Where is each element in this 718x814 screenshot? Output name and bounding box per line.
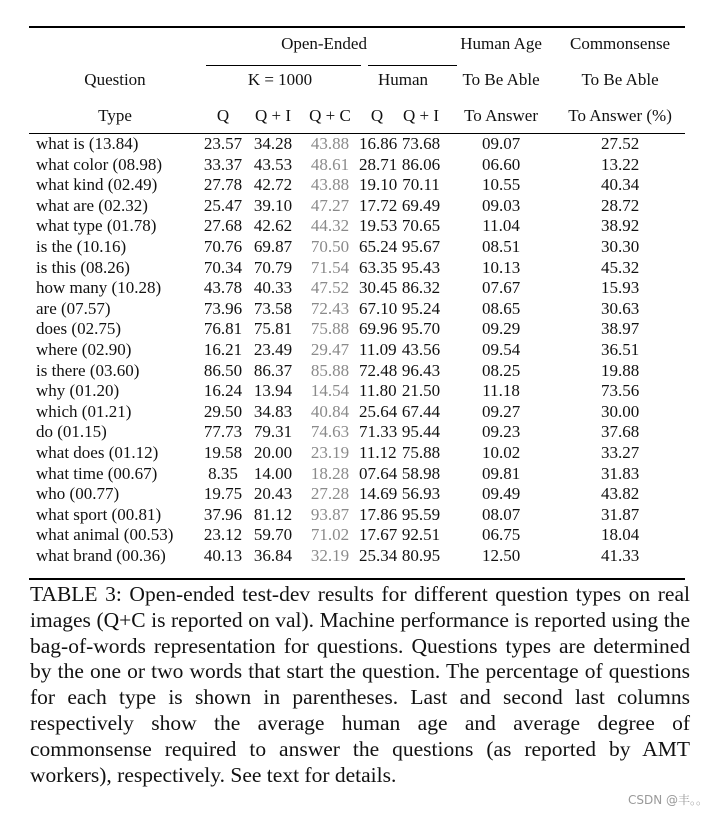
human-group-header: Human — [378, 70, 429, 89]
question-type-cell: is the (10.16) — [36, 236, 127, 256]
human-qi-cell: 70.65 — [401, 216, 441, 236]
human-age-cell: 10.02 — [481, 442, 521, 462]
human-qi-cell: 56.93 — [401, 484, 441, 504]
q-cell: 73.96 — [203, 298, 243, 318]
q-cell: 27.78 — [203, 175, 243, 195]
table-caption: TABLE 3: Open-ended test-dev results for different question types on real images (Q+C is reported on val). Machine performance is reported using the bag-of-words representation for questions. Questions types are determined by the one or two words that start the question. The percentage of questions for each type is shown in parentheses. Last and second last columns respectively show the average human age and average degree of commonsense required to answer the questions (as reported by AMT workers), respectively. See text for details. — [30, 582, 690, 787]
qc-cell: 29.47 — [310, 339, 350, 359]
commonsense-cell: 15.93 — [600, 278, 640, 298]
table-row — [29, 443, 685, 464]
qc-cell: 43.88 — [310, 134, 350, 153]
question-type-cell: why (01.20) — [36, 381, 120, 401]
commonsense-cell: 31.83 — [600, 463, 640, 483]
human-qi-cell: 95.44 — [401, 422, 441, 442]
human-age-cell: 08.07 — [481, 504, 521, 524]
q-cell: 76.81 — [203, 319, 243, 339]
q-cell: 19.58 — [203, 442, 243, 462]
human-qi-cell: 95.43 — [401, 257, 441, 277]
human-q-cell: 25.34 — [359, 545, 398, 565]
question-type-cell: what time (00.67) — [36, 463, 158, 483]
qc-cell: 70.50 — [310, 236, 350, 256]
human-age-cell: 09.29 — [481, 319, 521, 339]
table-row — [29, 381, 685, 402]
col-human-q-header: Q — [370, 106, 384, 125]
q-cell: 29.50 — [203, 401, 243, 421]
qc-cell: 32.19 — [310, 545, 350, 565]
table-row — [29, 299, 685, 320]
qi-cell: 81.12 — [253, 504, 293, 524]
col-q-header: Q — [216, 106, 230, 125]
commonsense-cell: 30.30 — [600, 236, 640, 256]
human-qi-cell: 96.43 — [401, 360, 441, 380]
question-type-cell: what brand (00.36) — [36, 545, 166, 565]
qi-cell: 34.83 — [253, 401, 293, 421]
human-q-cell: 19.10 — [359, 175, 398, 195]
table-row — [29, 134, 685, 155]
human-qi-cell: 86.06 — [401, 154, 441, 174]
qi-cell: 70.79 — [253, 257, 293, 277]
qi-cell: 75.81 — [253, 319, 293, 339]
human-q-cell: 11.80 — [359, 381, 397, 401]
qi-cell: 59.70 — [253, 525, 293, 545]
commonsense-cell: 43.82 — [600, 484, 640, 504]
human-q-cell: 16.86 — [359, 134, 398, 153]
qi-cell: 36.84 — [253, 545, 293, 565]
human-qi-cell: 58.98 — [401, 463, 441, 483]
table-row — [29, 546, 685, 567]
q-cell: 25.47 — [203, 195, 243, 215]
human-age-cell: 12.50 — [481, 545, 521, 565]
watermark-text: CSDN @丰。。 — [627, 793, 708, 807]
human-q-cell: 19.53 — [359, 216, 398, 236]
question-type-cell: who (00.77) — [36, 484, 120, 504]
q-cell: 37.96 — [203, 504, 243, 524]
human-q-cell: 17.72 — [359, 195, 398, 215]
question-type-cell: what is (13.84) — [36, 134, 139, 153]
commonsense-cell: 37.68 — [600, 422, 640, 442]
qc-cell: 93.87 — [310, 504, 350, 524]
table-row — [29, 319, 685, 340]
human-q-cell: 67.10 — [359, 298, 398, 318]
qc-cell: 71.02 — [310, 525, 350, 545]
qc-cell: 23.19 — [310, 442, 350, 462]
commonsense-cell: 38.92 — [600, 216, 640, 236]
question-type-cell: what kind (02.49) — [36, 175, 158, 195]
header-blank — [29, 26, 201, 62]
qc-cell: 48.61 — [310, 154, 350, 174]
commonsense-cell: 33.27 — [600, 442, 640, 462]
table-row — [29, 422, 685, 443]
human-qi-cell: 67.44 — [401, 401, 441, 421]
qi-cell: 43.53 — [253, 154, 293, 174]
col-human-qi-header: Q + I — [403, 106, 440, 125]
qi-cell: 69.87 — [253, 236, 293, 256]
table-row — [29, 175, 685, 196]
commonsense-cell: 30.00 — [600, 401, 640, 421]
commonsense-cell: 38.97 — [600, 319, 640, 339]
human-qi-cell: 80.95 — [401, 545, 441, 565]
human-qi-cell: 75.88 — [401, 442, 441, 462]
question-header-1: Question — [84, 70, 146, 89]
qi-cell: 20.00 — [253, 442, 293, 462]
human-age-cell: 06.60 — [481, 154, 521, 174]
qc-cell: 71.54 — [310, 257, 350, 277]
question-type-cell: what animal (00.53) — [36, 525, 174, 545]
k-group-header: K = 1000 — [247, 70, 313, 89]
question-type-cell: does (02.75) — [36, 319, 121, 339]
human-q-cell: 17.67 — [359, 525, 398, 545]
q-cell: 23.12 — [203, 525, 243, 545]
human-qi-cell: 70.11 — [402, 175, 440, 195]
question-type-cell: is this (08.26) — [36, 257, 130, 277]
results-table — [29, 26, 685, 566]
qi-cell: 34.28 — [253, 134, 293, 153]
q-cell: 16.24 — [203, 381, 243, 401]
q-cell: 70.76 — [203, 236, 243, 256]
question-type-cell: what are (02.32) — [36, 195, 148, 215]
col-qi-header: Q + I — [254, 106, 292, 125]
human-qi-cell: 95.70 — [401, 319, 441, 339]
human-qi-cell: 92.51 — [401, 525, 441, 545]
commonsense-cell: 41.33 — [600, 545, 640, 565]
q-cell: 33.37 — [203, 154, 243, 174]
question-header-2: Type — [98, 106, 132, 125]
qi-cell: 42.72 — [253, 175, 293, 195]
commonsense-cell: 45.32 — [600, 257, 640, 277]
qi-cell: 23.49 — [253, 339, 293, 359]
question-type-cell: where (02.90) — [36, 339, 132, 359]
commonsense-cell: 13.22 — [600, 154, 640, 174]
human-qi-cell: 86.32 — [401, 278, 441, 298]
question-type-cell: are (07.57) — [36, 298, 111, 318]
qi-cell: 42.62 — [253, 216, 293, 236]
human-age-cell: 06.75 — [481, 525, 521, 545]
table-row — [29, 505, 685, 526]
qi-cell: 40.33 — [253, 278, 293, 298]
qi-cell: 14.00 — [253, 463, 293, 483]
human-q-cell: 30.45 — [359, 278, 398, 298]
human-age-cell: 08.25 — [481, 360, 521, 380]
human-age-cell: 09.03 — [481, 195, 521, 215]
qc-cell: 27.28 — [310, 484, 350, 504]
human-q-cell: 17.86 — [359, 504, 398, 524]
q-cell: 19.75 — [203, 484, 243, 504]
human-q-cell: 11.09 — [359, 339, 397, 359]
qc-cell: 75.88 — [310, 319, 350, 339]
qc-cell: 44.32 — [310, 216, 350, 236]
q-cell: 77.73 — [203, 422, 243, 442]
human-q-cell: 14.69 — [359, 484, 398, 504]
human-age-cell: 10.55 — [481, 175, 521, 195]
human-age-cell: 09.07 — [481, 134, 521, 153]
qi-cell: 79.31 — [253, 422, 293, 442]
human-age-cell: 09.54 — [481, 339, 521, 359]
commonsense-cell: 31.87 — [600, 504, 640, 524]
human-age-cell: 11.18 — [482, 381, 520, 401]
qc-cell: 85.88 — [310, 360, 350, 380]
qc-cell: 43.88 — [310, 175, 350, 195]
open-ended-header: Open-Ended — [281, 34, 367, 53]
commonsense-cell: 28.72 — [600, 195, 640, 215]
commonsense-cell: 18.04 — [600, 525, 640, 545]
commonsense-cell: 30.63 — [600, 298, 640, 318]
human-age-cell: 09.49 — [481, 484, 521, 504]
commonsense-cell: 19.88 — [600, 360, 640, 380]
human-age-cell: 08.65 — [481, 298, 521, 318]
table-row — [29, 278, 685, 299]
human-age-cell: 11.04 — [482, 216, 520, 236]
commonsense-cell: 40.34 — [600, 175, 640, 195]
table-row — [29, 196, 685, 217]
human-qi-cell: 43.56 — [401, 339, 441, 359]
bottom-rule — [29, 578, 685, 580]
human-age-header-1: Human Age — [460, 34, 542, 53]
qc-cell: 40.84 — [310, 401, 350, 421]
commonsense-header-1: Commonsense — [570, 34, 671, 53]
qc-cell: 72.43 — [310, 298, 350, 318]
human-q-cell: 07.64 — [359, 463, 398, 483]
question-type-cell: do (01.15) — [36, 422, 107, 442]
q-cell: 40.13 — [203, 545, 243, 565]
col-qc-header: Q + C — [309, 106, 351, 125]
human-q-cell: 28.71 — [359, 154, 398, 174]
table-row — [29, 525, 685, 546]
question-type-cell: what does (01.12) — [36, 442, 159, 462]
commonsense-header-3: To Answer (%) — [568, 106, 672, 125]
human-age-cell: 09.23 — [481, 422, 521, 442]
question-type-cell: how many (10.28) — [36, 278, 162, 298]
human-age-cell: 09.81 — [481, 463, 521, 483]
human-q-cell: 65.24 — [359, 236, 398, 256]
human-qi-cell: 73.68 — [401, 134, 441, 153]
qc-cell: 18.28 — [310, 463, 350, 483]
table-row — [29, 237, 685, 258]
table-row — [29, 484, 685, 505]
q-cell: 86.50 — [203, 360, 243, 380]
human-q-cell: 25.64 — [359, 401, 398, 421]
human-age-cell: 07.67 — [481, 278, 521, 298]
qi-cell: 86.37 — [253, 360, 293, 380]
human-age-header-3: To Answer — [464, 106, 538, 125]
table-row — [29, 216, 685, 237]
commonsense-cell: 36.51 — [600, 339, 640, 359]
commonsense-cell: 27.52 — [600, 134, 640, 153]
question-type-cell: is there (03.60) — [36, 360, 140, 380]
table-row — [29, 258, 685, 279]
question-type-cell: what type (01.78) — [36, 216, 157, 236]
qi-cell: 39.10 — [253, 195, 293, 215]
table-row — [29, 361, 685, 382]
qi-cell: 73.58 — [253, 298, 293, 318]
human-q-cell: 11.12 — [359, 442, 397, 462]
q-cell: 43.78 — [203, 278, 243, 298]
qi-cell: 13.94 — [253, 381, 293, 401]
human-qi-cell: 95.59 — [401, 504, 441, 524]
q-cell: 8.35 — [208, 463, 238, 483]
table-row — [29, 402, 685, 423]
human-qi-cell: 21.50 — [401, 381, 441, 401]
human-q-cell: 69.96 — [359, 319, 398, 339]
commonsense-header-2: To Be Able — [581, 70, 659, 89]
human-q-cell: 71.33 — [359, 422, 398, 442]
human-qi-cell: 95.67 — [401, 236, 441, 256]
table-row — [29, 340, 685, 361]
qi-cell: 20.43 — [253, 484, 293, 504]
human-age-cell: 08.51 — [481, 236, 521, 256]
human-q-cell: 63.35 — [359, 257, 398, 277]
qc-cell: 74.63 — [310, 422, 350, 442]
human-age-header-2: To Be Able — [462, 70, 540, 89]
human-age-cell: 09.27 — [481, 401, 521, 421]
q-cell: 23.57 — [203, 134, 243, 153]
table-row — [29, 155, 685, 176]
human-age-cell: 10.13 — [481, 257, 521, 277]
human-q-cell: 72.48 — [359, 360, 398, 380]
human-qi-cell: 69.49 — [401, 195, 441, 215]
q-cell: 16.21 — [203, 339, 243, 359]
qc-cell: 47.52 — [310, 278, 350, 298]
qc-cell: 14.54 — [310, 381, 350, 401]
question-type-cell: what sport (00.81) — [36, 504, 162, 524]
question-type-cell: what color (08.98) — [36, 154, 163, 174]
q-cell: 70.34 — [203, 257, 243, 277]
table-row — [29, 464, 685, 485]
qc-cell: 47.27 — [310, 195, 350, 215]
commonsense-cell: 73.56 — [600, 381, 640, 401]
human-qi-cell: 95.24 — [401, 298, 441, 318]
q-cell: 27.68 — [203, 216, 243, 236]
question-type-cell: which (01.21) — [36, 401, 132, 421]
